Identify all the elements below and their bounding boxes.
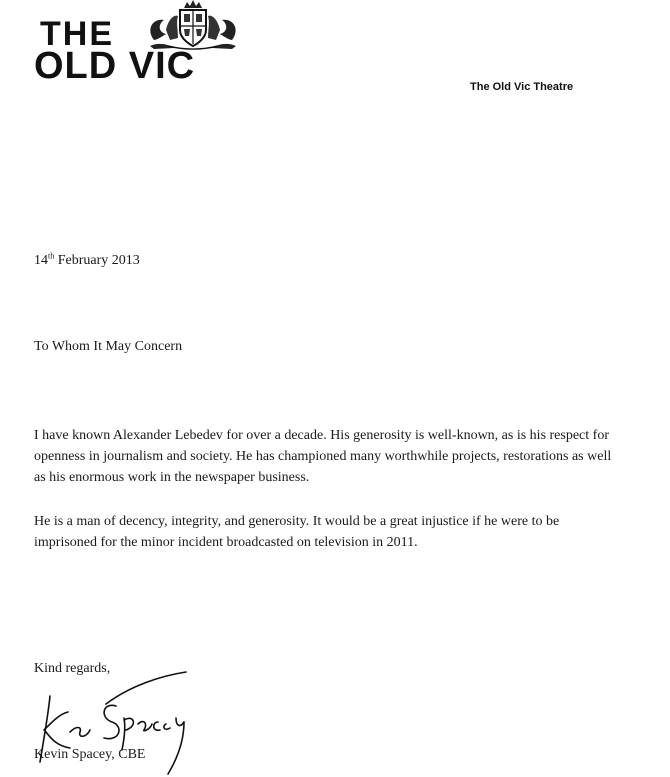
date-day: 14	[34, 253, 48, 268]
royal-crest-icon	[144, 0, 242, 50]
old-vic-logo	[34, 0, 244, 87]
organization-name: The Old Vic Theatre	[470, 81, 574, 93]
body-paragraph: I have known Alexander Lebedev for over a decade. His generosity is well-known, as is his respect for openness in journalism and society. He has championed many worthwhile projects, restorations as well as his enormous work in the newspaper business.	[34, 428, 612, 485]
logo-text-the: THE	[40, 15, 114, 53]
date-month-year: February 2013	[54, 253, 140, 268]
letter-date	[34, 253, 140, 269]
signer-name: Kevin Spacey, CBE	[34, 747, 146, 762]
salutation: To Whom It May Concern	[34, 339, 183, 354]
closing-line: Kind regards,	[34, 661, 111, 676]
body-paragraph: He is a man of decency, integrity, and generosity. It would be a great injustice if he were to be imprisoned for the minor incident broadcasted on television in 2011.	[34, 514, 560, 550]
logo-text-old-vic: OLD VIC	[34, 45, 196, 87]
date-suffix: th	[48, 251, 55, 261]
